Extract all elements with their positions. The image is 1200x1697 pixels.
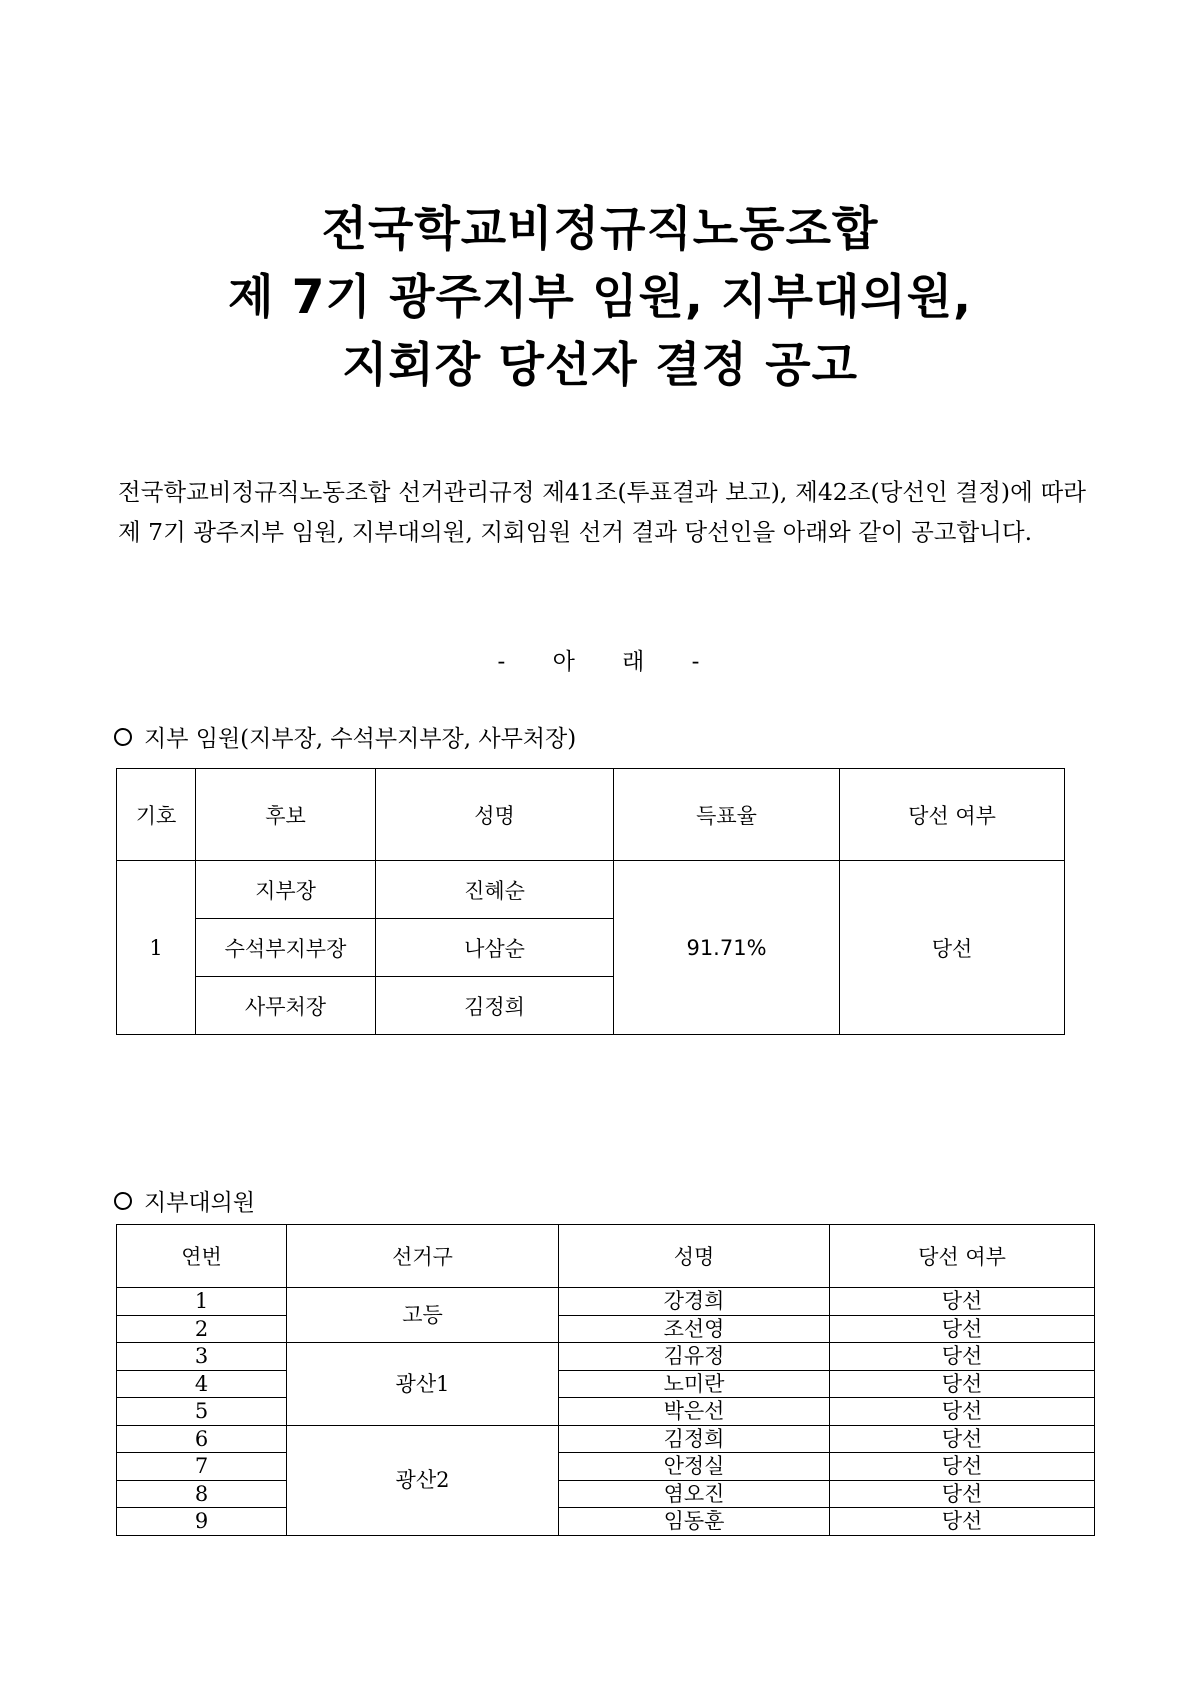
serial-number: 8 bbox=[117, 1480, 287, 1508]
intro-paragraph: 전국학교비정규직노동조합 선거관리규정 제41조(투표결과 보고), 제42조(당선인 결정)에 따라 제 7기 광주지부 임원, 지부대의원, 지회임원 선거 결과 당선인을 아래와 같이 공고합니다. bbox=[118, 478, 1086, 546]
serial-number: 1 bbox=[117, 1288, 287, 1316]
table-header-row bbox=[117, 1225, 1095, 1288]
table-row bbox=[117, 1343, 1095, 1371]
section-heading-officers bbox=[114, 720, 576, 753]
section-divider-ahrae: - 아 래 - bbox=[497, 649, 703, 675]
delegate-result: 당선 bbox=[830, 1370, 1095, 1398]
section-heading-delegates bbox=[114, 1184, 255, 1217]
table-row bbox=[117, 1370, 1095, 1398]
table-row bbox=[117, 1288, 1095, 1316]
delegate-result: 당선 bbox=[830, 1398, 1095, 1426]
candidate-name: 진혜순 bbox=[376, 861, 614, 919]
header-cell-serial: 연번 bbox=[117, 1225, 287, 1288]
title-line-2: 제 7기 광주지부 임원, 지부대의원, bbox=[227, 270, 973, 325]
candidate-number: 1 bbox=[117, 861, 196, 1035]
serial-number: 4 bbox=[117, 1370, 287, 1398]
table-row bbox=[117, 1480, 1095, 1508]
delegates-table bbox=[116, 1224, 1095, 1536]
officers-table bbox=[116, 768, 1065, 1035]
circle-bullet-icon bbox=[114, 1192, 132, 1210]
delegate-result: 당선 bbox=[830, 1425, 1095, 1453]
vote-rate: 91.71% bbox=[614, 861, 840, 1035]
header-cell-name: 성명 bbox=[376, 769, 614, 861]
header-cell-district: 선거구 bbox=[287, 1225, 559, 1288]
header-cell-vote-rate: 득표율 bbox=[614, 769, 840, 861]
delegate-name: 노미란 bbox=[559, 1370, 830, 1398]
district-cell: 광산2 bbox=[287, 1425, 559, 1535]
delegate-name: 염오진 bbox=[559, 1480, 830, 1508]
title-line-3: 지회장 당선자 결정 공고 bbox=[341, 338, 859, 393]
district-cell: 고등 bbox=[287, 1288, 559, 1343]
district-cell: 광산1 bbox=[287, 1343, 559, 1426]
candidate-name: 김정희 bbox=[376, 977, 614, 1035]
delegate-name: 김정희 bbox=[559, 1425, 830, 1453]
table-row bbox=[117, 861, 1065, 919]
candidate-role: 수석부지부장 bbox=[196, 919, 376, 977]
delegate-name: 안정실 bbox=[559, 1453, 830, 1481]
candidate-name: 나삼순 bbox=[376, 919, 614, 977]
delegate-result: 당선 bbox=[830, 1508, 1095, 1536]
serial-number: 9 bbox=[117, 1508, 287, 1536]
table-row bbox=[117, 1508, 1095, 1536]
section-heading-delegates-label: 지부대의원 bbox=[144, 1190, 256, 1216]
serial-number: 6 bbox=[117, 1425, 287, 1453]
header-cell-candidate: 후보 bbox=[196, 769, 376, 861]
election-result: 당선 bbox=[840, 861, 1065, 1035]
delegate-result: 당선 bbox=[830, 1480, 1095, 1508]
candidate-role: 사무처장 bbox=[196, 977, 376, 1035]
delegate-result: 당선 bbox=[830, 1288, 1095, 1316]
candidate-role: 지부장 bbox=[196, 861, 376, 919]
delegate-result: 당선 bbox=[830, 1453, 1095, 1481]
serial-number: 7 bbox=[117, 1453, 287, 1481]
title-line-1: 전국학교비정규직노동조합 bbox=[321, 202, 879, 257]
delegate-name: 조선영 bbox=[559, 1315, 830, 1343]
table-row bbox=[117, 1453, 1095, 1481]
serial-number: 5 bbox=[117, 1398, 287, 1426]
table-row bbox=[117, 1315, 1095, 1343]
serial-number: 2 bbox=[117, 1315, 287, 1343]
header-cell-name: 성명 bbox=[559, 1225, 830, 1288]
delegate-name: 임동훈 bbox=[559, 1508, 830, 1536]
section-heading-officers-label: 지부 임원(지부장, 수석부지부장, 사무처장) bbox=[144, 726, 577, 752]
serial-number: 3 bbox=[117, 1343, 287, 1371]
circle-bullet-icon bbox=[114, 728, 132, 746]
header-cell-result: 당선 여부 bbox=[840, 769, 1065, 861]
table-row bbox=[117, 1425, 1095, 1453]
table-header-row bbox=[117, 769, 1065, 861]
header-cell-number: 기호 bbox=[117, 769, 196, 861]
delegate-name: 김유정 bbox=[559, 1343, 830, 1371]
delegate-result: 당선 bbox=[830, 1315, 1095, 1343]
delegate-name: 강경희 bbox=[559, 1288, 830, 1316]
document-title bbox=[0, 196, 1200, 400]
header-cell-result: 당선 여부 bbox=[830, 1225, 1095, 1288]
table-row bbox=[117, 1398, 1095, 1426]
delegate-result: 당선 bbox=[830, 1343, 1095, 1371]
delegate-name: 박은선 bbox=[559, 1398, 830, 1426]
